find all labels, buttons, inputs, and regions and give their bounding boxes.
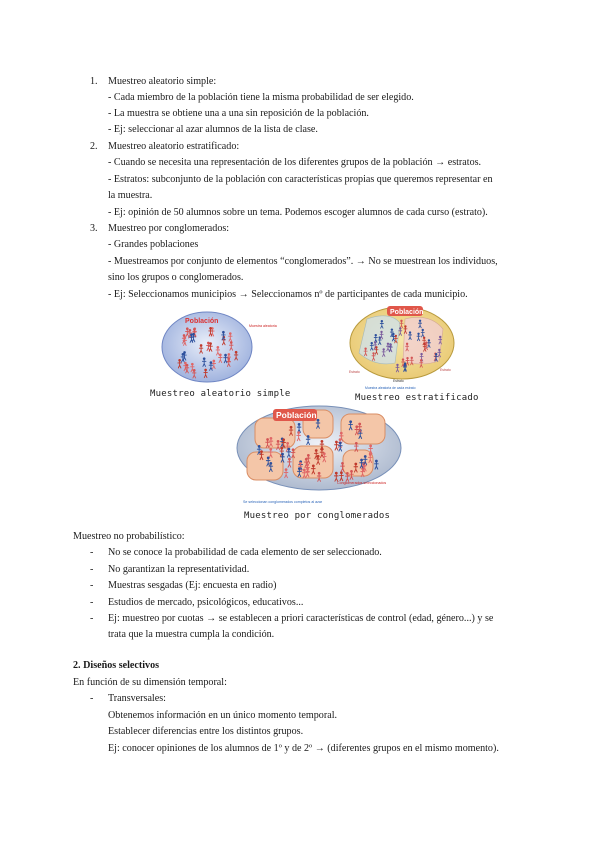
- item-line: - Cuando se necesita una representación de los diferentes grupos de la población → estratos.: [108, 157, 482, 168]
- sample-legend: Muestra aleatoria: [249, 324, 277, 328]
- bullet-text: Estudios de mercado, psicológicos, educativos...: [108, 597, 304, 608]
- cluster-caption: Muestreo por conglomerados: [244, 511, 391, 521]
- item-line: - La muestra se obtiene una a una sin reposición de la población.: [108, 108, 369, 119]
- item-line: - Estratos: subconjunto de la población con características propias que queremos representar en: [108, 174, 493, 185]
- bullet-text: Transversales:: [108, 693, 166, 704]
- item-line: sino los grupos o conglomerados.: [108, 272, 244, 283]
- bullet-text: Ej: muestreo por cuotas → se establecen a priori características de control (edad, género...) y se: [108, 613, 494, 624]
- detail-line: Obtenemos información en un único momento temporal.: [108, 710, 338, 721]
- bullet-dash: -: [90, 597, 94, 608]
- item-title: Muestreo aleatorio estratificado:: [108, 141, 240, 152]
- bullet-dash: -: [90, 580, 94, 591]
- stratum-label: Estrato: [393, 379, 404, 383]
- bullet-dash: -: [90, 613, 94, 624]
- bullet-dash: -: [90, 564, 94, 575]
- stratified-note: Muestra aleatoria de cada estrato: [365, 386, 416, 390]
- bullet-text: No garantizan la representatividad.: [108, 564, 250, 575]
- cluster-legend: Conglomerados seleccionados: [337, 481, 387, 485]
- item-line: - Grandes poblaciones: [108, 239, 199, 250]
- bullet-text: trata que la muestra cumpla la condición.: [108, 629, 275, 640]
- item-title: Muestreo aleatorio simple:: [108, 76, 217, 87]
- item-number: 2.: [90, 141, 98, 152]
- cluster-box: [255, 418, 295, 448]
- cluster-figure: [233, 404, 405, 510]
- item-line: - Muestreamos por conjunto de elementos “conglomerados”. → No se muestrean los individuos,: [108, 256, 498, 267]
- section-intro: En función de su dimensión temporal:: [73, 677, 227, 688]
- item-number: 1.: [90, 76, 98, 87]
- simple-random-figure: [155, 305, 285, 385]
- nonprob-heading: Muestreo no probabilístico:: [73, 531, 185, 542]
- bullet-dash: -: [90, 693, 94, 704]
- population-label: Población: [390, 309, 424, 316]
- stratified-caption: Muestreo estratificado: [355, 393, 479, 403]
- item-line: la muestra.: [108, 190, 153, 201]
- bullet-dash: -: [90, 547, 94, 558]
- detail-line: Ej: conocer opiniones de los alumnos de 1º y de 2º → (diferentes grupos en el mismo momento).: [108, 743, 499, 754]
- bullet-text: Muestras sesgadas (Ej: encuesta en radio): [108, 580, 277, 591]
- item-number: 3.: [90, 223, 98, 234]
- section-heading: 2. Diseños selectivos: [73, 660, 160, 671]
- item-title: Muestreo por conglomerados:: [108, 223, 230, 234]
- stratum-label: Estrato: [349, 370, 360, 374]
- bullet-text: No se conoce la probabilidad de cada elemento de ser seleccionado.: [108, 547, 382, 558]
- item-line: - Ej: opinión de 50 alumnos sobre un tema. Podemos escoger alumnos de cada curso (estrato).: [108, 207, 488, 218]
- stratum-shape: [403, 317, 443, 364]
- cluster-box: [247, 452, 283, 480]
- item-line: - Ej: seleccionar al azar alumnos de la lista de clase.: [108, 124, 318, 135]
- item-line: - Cada miembro de la población tiene la misma probabilidad de ser elegido.: [108, 92, 414, 103]
- population-label: Población: [276, 410, 317, 420]
- detail-line: Establecer diferencias entre los distintos grupos.: [108, 726, 304, 737]
- cluster-note: Se seleccionan conglomerados completos al azar: [243, 500, 323, 504]
- simple-caption: Muestreo aleatorio simple: [150, 389, 291, 399]
- item-line: - Ej: Seleccionamos municipios → Seleccionamos nº de participantes de cada municipio.: [108, 289, 468, 300]
- stratum-label: Estrato: [440, 368, 451, 372]
- population-label: Población: [185, 318, 219, 325]
- stratified-figure: [345, 305, 460, 395]
- cluster-box: [341, 414, 385, 444]
